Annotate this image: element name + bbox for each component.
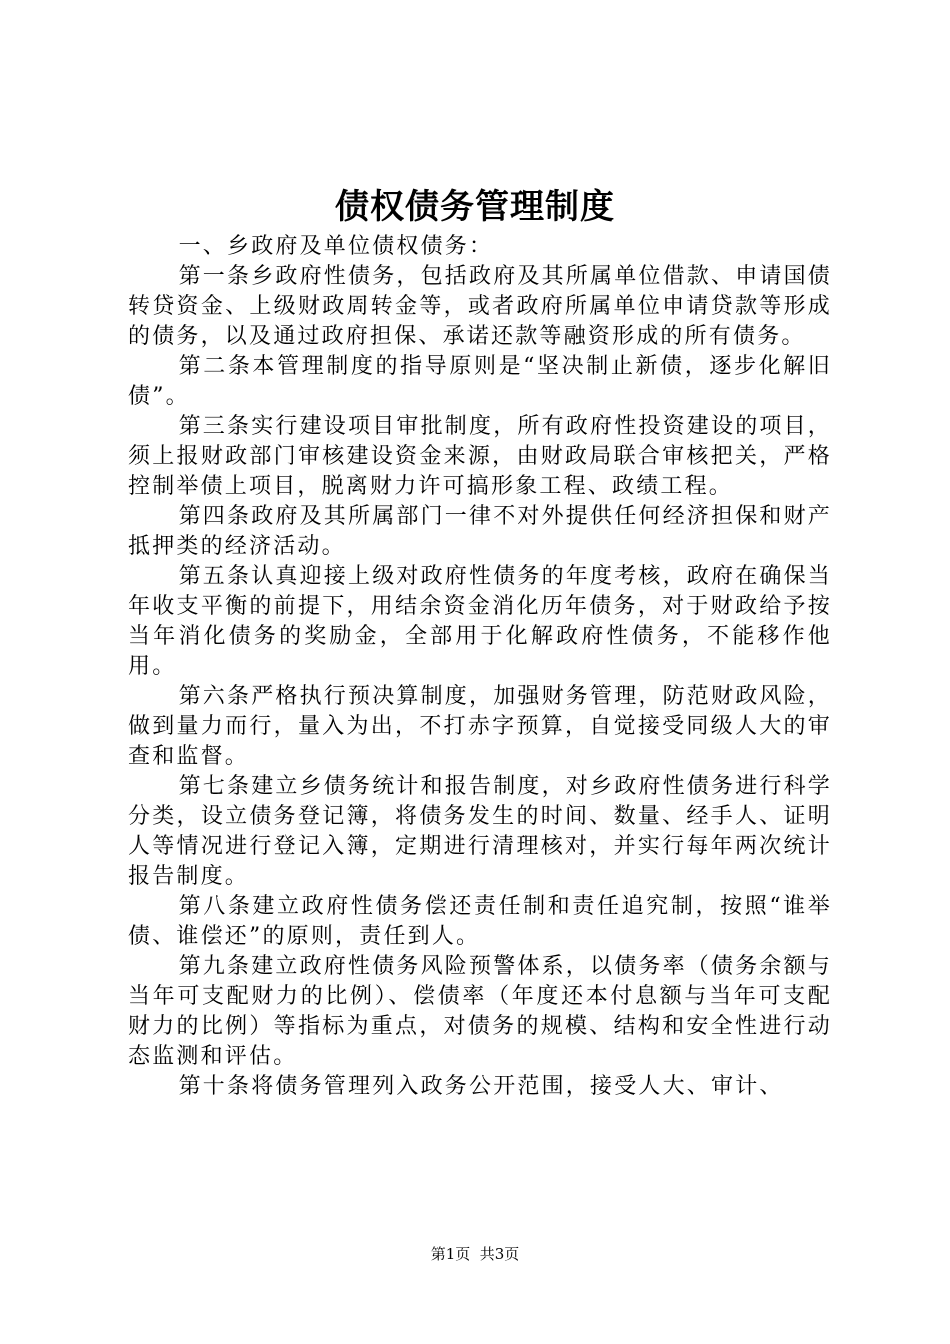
article-2: 第二条本管理制度的指导原则是“坚决制止新债，逐步化解旧债”。 [128, 354, 832, 409]
article-8: 第八条建立政府性债务偿还责任制和责任追究制，按照“谁举债、谁偿还”的原则，责任到人。 [128, 894, 832, 949]
article-1: 第一条乡政府性债务，包括政府及其所属单位借款、申请国债转贷资金、上级财政周转金等，或者政府所属单位申请贷款等形成的债务，以及通过政府担保、承诺还款等融资形成的所有债务。 [128, 264, 832, 349]
article-3: 第三条实行建设项目审批制度，所有政府性投资建设的项目，须上报财政部门审核建设资金来源，由财政局联合审核把关，严格控制举债上项目，脱离财力许可搞形象工程、政绩工程。 [128, 414, 832, 499]
article-5: 第五条认真迎接上级对政府性债务的年度考核，政府在确保当年收支平衡的前提下，用结余资金消化历年债务，对于财政给予按当年消化债务的奖励金，全部用于化解政府性债务，不能移作他用。 [128, 564, 832, 679]
article-6: 第六条严格执行预决算制度，加强财务管理，防范财政风险，做到量力而行，量入为出，不打赤字预算，自觉接受同级人大的审查和监督。 [128, 684, 832, 769]
article-10: 第十条将债务管理列入政务公开范围，接受人大、审计、 [178, 1074, 784, 1099]
document-body [128, 232, 832, 1102]
page-footer: 第1页 共3页 [430, 1245, 520, 1263]
article-7: 第七条建立乡债务统计和报告制度，对乡政府性债务进行科学分类，设立债务登记簿，将债务发生的时间、数量、经手人、证明人等情况进行登记入簿，定期进行清理核对，并实行每年两次统计报告制度。 [128, 774, 832, 889]
article-9: 第九条建立政府性债务风险预警体系，以债务率（债务余额与当年可支配财力的比例）、偿债率（年度还本付息额与当年可支配财力的比例）等指标为重点，对债务的规模、结构和安全性进行动态监测和评估。 [128, 954, 832, 1069]
section-heading: 一、乡政府及单位债权债务： [178, 234, 494, 259]
article-4: 第四条政府及其所属部门一律不对外提供任何经济担保和财产抵押类的经济活动。 [128, 504, 832, 559]
document-title: 债权债务管理制度 [335, 187, 615, 227]
